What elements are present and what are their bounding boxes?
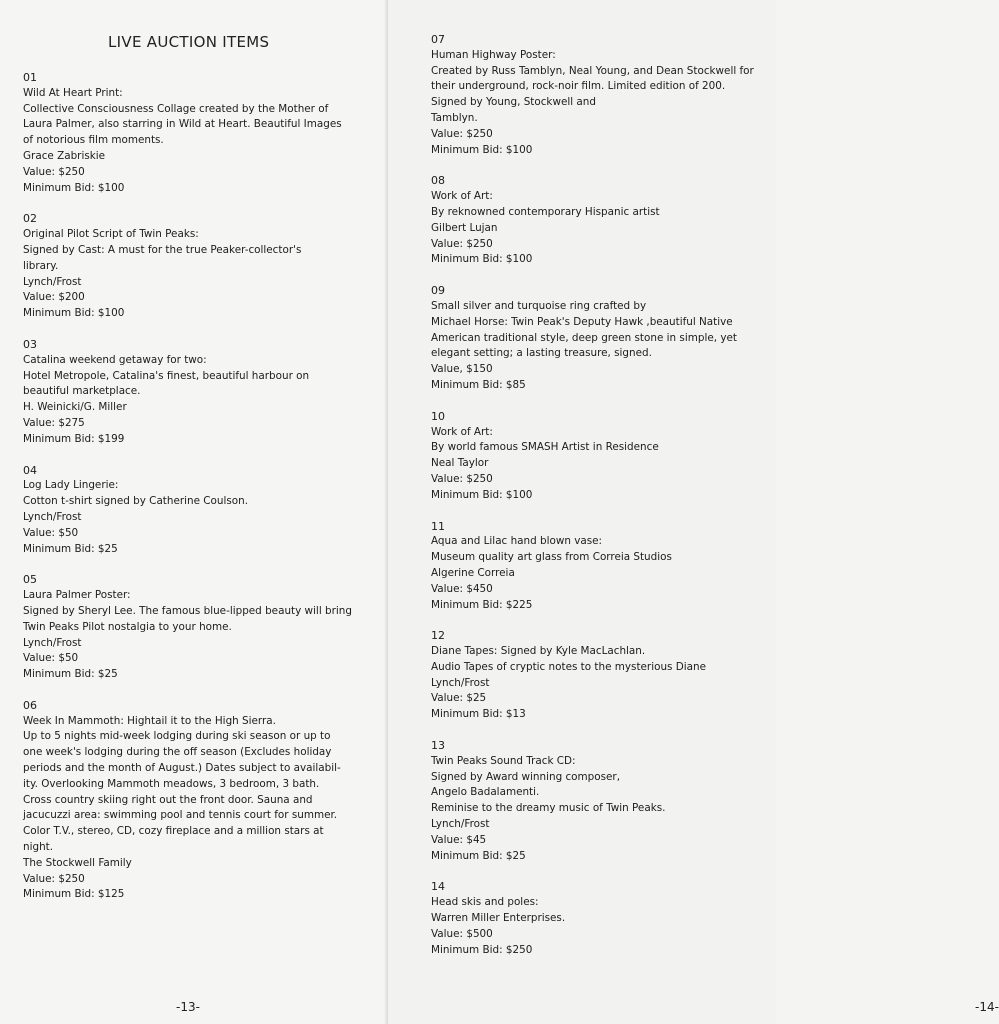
item-number: 11 bbox=[431, 519, 445, 533]
item-text-line: By world famous SMASH Artist in Residence bbox=[431, 441, 659, 454]
item-text-line: Warren Miller Enterprises. bbox=[431, 912, 566, 925]
item-text-line: Twin Peaks Sound Track CD: bbox=[431, 754, 576, 767]
item-text-line: Head skis and poles: bbox=[431, 896, 539, 909]
item-text-line: their underground, rock-noir film. Limited edition of 200. bbox=[431, 80, 726, 93]
item-text-line: one week's lodging during the off season (Excludes holiday bbox=[23, 746, 332, 759]
item-text-line: Reminise to the dreamy music of Twin Peaks. bbox=[431, 802, 666, 815]
auction-item bbox=[23, 572, 368, 683]
item-text-line: Aqua and Lilac hand blown vase: bbox=[431, 535, 603, 548]
auction-item bbox=[431, 32, 771, 158]
item-text-line: Neal Taylor bbox=[431, 457, 489, 470]
auction-item bbox=[23, 463, 368, 558]
left-page bbox=[0, 0, 388, 1024]
item-text-line: Value: $500 bbox=[431, 927, 493, 940]
item-text-line: Gilbert Lujan bbox=[431, 221, 498, 234]
item-text-line: Catalina weekend getaway for two: bbox=[23, 353, 207, 366]
item-text-line: Minimum Bid: $100 bbox=[431, 488, 533, 501]
auction-item bbox=[431, 409, 771, 504]
item-text-line: Minimum Bid: $13 bbox=[431, 708, 526, 721]
item-text-line: Lynch/Frost bbox=[431, 676, 490, 689]
item-text-line: Angelo Badalamenti. bbox=[431, 786, 540, 799]
item-text-line: Value: $250 bbox=[431, 127, 493, 140]
item-number: 04 bbox=[23, 463, 37, 477]
item-text-line: Log Lady Lingerie: bbox=[23, 479, 119, 492]
item-text-line: Minimum Bid: $25 bbox=[23, 542, 118, 555]
auction-item bbox=[431, 173, 771, 268]
item-text-line: Minimum Bid: $100 bbox=[431, 253, 533, 266]
item-text-line: Twin Peaks Pilot nostalgia to your home. bbox=[23, 620, 232, 633]
item-text-line: Minimum Bid: $199 bbox=[23, 432, 125, 445]
item-text-line: Museum quality art glass from Correia Studios bbox=[431, 551, 672, 564]
item-text-line: By reknowned contemporary Hispanic artist bbox=[431, 205, 660, 218]
item-text-line: of notorious film moments. bbox=[23, 134, 164, 147]
item-text-line: Color T.V., stereo, CD, cozy fireplace and a million stars at bbox=[23, 825, 324, 838]
item-text-line: Value: $250 bbox=[23, 872, 85, 885]
auction-item bbox=[431, 879, 771, 958]
item-text-line: Created by Russ Tamblyn, Neal Young, and Dean Stockwell for bbox=[431, 64, 754, 77]
item-text-line: Original Pilot Script of Twin Peaks: bbox=[23, 228, 199, 241]
item-text-line: Minimum Bid: $25 bbox=[431, 849, 526, 862]
item-text-line: Human Highway Poster: bbox=[431, 48, 556, 61]
item-text-line: Up to 5 nights mid-week lodging during ski season or up to bbox=[23, 730, 331, 743]
item-text-line: Minimum Bid: $100 bbox=[23, 181, 125, 194]
item-text-line: Value: $275 bbox=[23, 416, 85, 429]
item-text-line: Lynch/Frost bbox=[23, 636, 82, 649]
item-number: 01 bbox=[23, 71, 37, 84]
item-text-line: Value: $450 bbox=[431, 582, 493, 595]
item-text-line: ity. Overlooking Mammoth meadows, 3 bedroom, 3 bath. bbox=[23, 777, 320, 790]
item-text-line: Value: $250 bbox=[431, 237, 493, 250]
item-text-line: Value: $200 bbox=[23, 291, 85, 304]
item-text-line: Value: $25 bbox=[431, 692, 487, 705]
auction-item bbox=[23, 698, 368, 903]
item-text-line: elegant setting; a lasting treasure, signed. bbox=[431, 347, 652, 360]
item-text-line: Laura Palmer Poster: bbox=[23, 589, 131, 602]
item-text-line: Small silver and turquoise ring crafted by bbox=[431, 299, 647, 312]
page-number-right: -14- bbox=[975, 1000, 999, 1014]
item-text-line: periods and the month of August.) Dates subject to availabil- bbox=[23, 762, 341, 775]
item-text-line: Lynch/Frost bbox=[23, 275, 82, 288]
item-text-line: Tamblyn. bbox=[431, 111, 478, 124]
item-text-line: beautiful marketplace. bbox=[23, 385, 141, 398]
item-text-line: Wild At Heart Print: bbox=[23, 86, 123, 99]
item-text-line: Minimum Bid: $100 bbox=[431, 143, 533, 156]
item-text-line: Signed by Young, Stockwell and bbox=[431, 96, 596, 109]
item-text-line: Minimum Bid: $225 bbox=[431, 598, 533, 611]
item-number: 05 bbox=[23, 573, 37, 587]
item-text-line: Lynch/Frost bbox=[431, 818, 490, 831]
item-text-line: Value: $50 bbox=[23, 652, 79, 665]
item-text-line: Value: $50 bbox=[23, 526, 79, 539]
auction-item bbox=[431, 738, 771, 864]
page-title: LIVE AUCTION ITEMS bbox=[108, 33, 270, 51]
item-number: 12 bbox=[431, 629, 445, 643]
item-text-line: Week In Mammoth: Hightail it to the High Sierra. bbox=[23, 714, 276, 727]
item-text-line: Lynch/Frost bbox=[23, 510, 82, 523]
item-text-line: Algerine Correia bbox=[431, 566, 515, 579]
item-text-line: Minimum Bid: $125 bbox=[23, 888, 125, 901]
item-text-line: Work of Art: bbox=[431, 190, 493, 203]
auction-item bbox=[23, 337, 368, 448]
item-number: 03 bbox=[23, 337, 37, 351]
item-text-line: American traditional style, deep green stone in simple, yet bbox=[431, 331, 737, 344]
item-number: 10 bbox=[431, 409, 445, 423]
item-number: 13 bbox=[431, 739, 445, 753]
auction-item bbox=[431, 519, 771, 614]
item-number: 02 bbox=[23, 212, 37, 226]
item-text-line: Hotel Metropole, Catalina's finest, beautiful harbour on bbox=[23, 369, 310, 382]
item-text-line: Cross country skiing right out the front door. Sauna and bbox=[23, 793, 313, 806]
item-text-line: H. Weinicki/G. Miller bbox=[23, 401, 127, 414]
item-text-line: Minimum Bid: $100 bbox=[23, 307, 125, 320]
item-text-line: Cotton t-shirt signed by Catherine Coulson. bbox=[23, 495, 249, 508]
item-text-line: Value: $45 bbox=[431, 833, 487, 846]
item-text-line: Value: $250 bbox=[431, 472, 493, 485]
item-text-line: Michael Horse: Twin Peak's Deputy Hawk ,beautiful Native bbox=[431, 315, 733, 328]
item-number: 06 bbox=[23, 698, 37, 712]
page-number-left: -13- bbox=[176, 1000, 200, 1014]
auction-item bbox=[431, 283, 771, 394]
item-text-line: night. bbox=[23, 841, 54, 854]
left-item-list bbox=[23, 70, 368, 918]
item-text-line: Audio Tapes of cryptic notes to the mysterious Diane bbox=[431, 660, 706, 673]
item-text-line: Signed by Award winning composer, bbox=[431, 770, 620, 783]
item-text-line: Value, $150 bbox=[431, 363, 493, 376]
item-text-line: Minimum Bid: $85 bbox=[431, 378, 526, 391]
right-item-list bbox=[431, 32, 771, 973]
item-text-line: Signed by Sheryl Lee. The famous blue-lipped beauty will bring bbox=[23, 604, 352, 617]
item-number: 09 bbox=[431, 284, 445, 298]
item-text-line: library. bbox=[23, 259, 59, 272]
auction-item bbox=[23, 211, 368, 322]
auction-item bbox=[23, 70, 368, 196]
item-text-line: Laura Palmer, also starring in Wild at Heart. Beautiful Images bbox=[23, 118, 342, 131]
item-text-line: Grace Zabriskie bbox=[23, 149, 106, 162]
item-number: 07 bbox=[431, 33, 445, 46]
item-text-line: Value: $250 bbox=[23, 165, 85, 178]
item-number: 14 bbox=[431, 880, 445, 894]
auction-item bbox=[431, 628, 771, 723]
item-text-line: Diane Tapes: Signed by Kyle MacLachlan. bbox=[431, 645, 646, 658]
item-text-line: Minimum Bid: $250 bbox=[431, 943, 533, 956]
item-text-line: Work of Art: bbox=[431, 425, 493, 438]
item-text-line: The Stockwell Family bbox=[23, 856, 132, 869]
item-text-line: Minimum Bid: $25 bbox=[23, 668, 118, 681]
item-text-line: jacucuzzi area: swimming pool and tennis court for summer. bbox=[23, 809, 338, 822]
item-number: 08 bbox=[431, 174, 445, 188]
item-text-line: Signed by Cast: A must for the true Peaker-collector's bbox=[23, 243, 302, 256]
item-text-line: Collective Consciousness Collage created by the Mother of bbox=[23, 102, 329, 115]
